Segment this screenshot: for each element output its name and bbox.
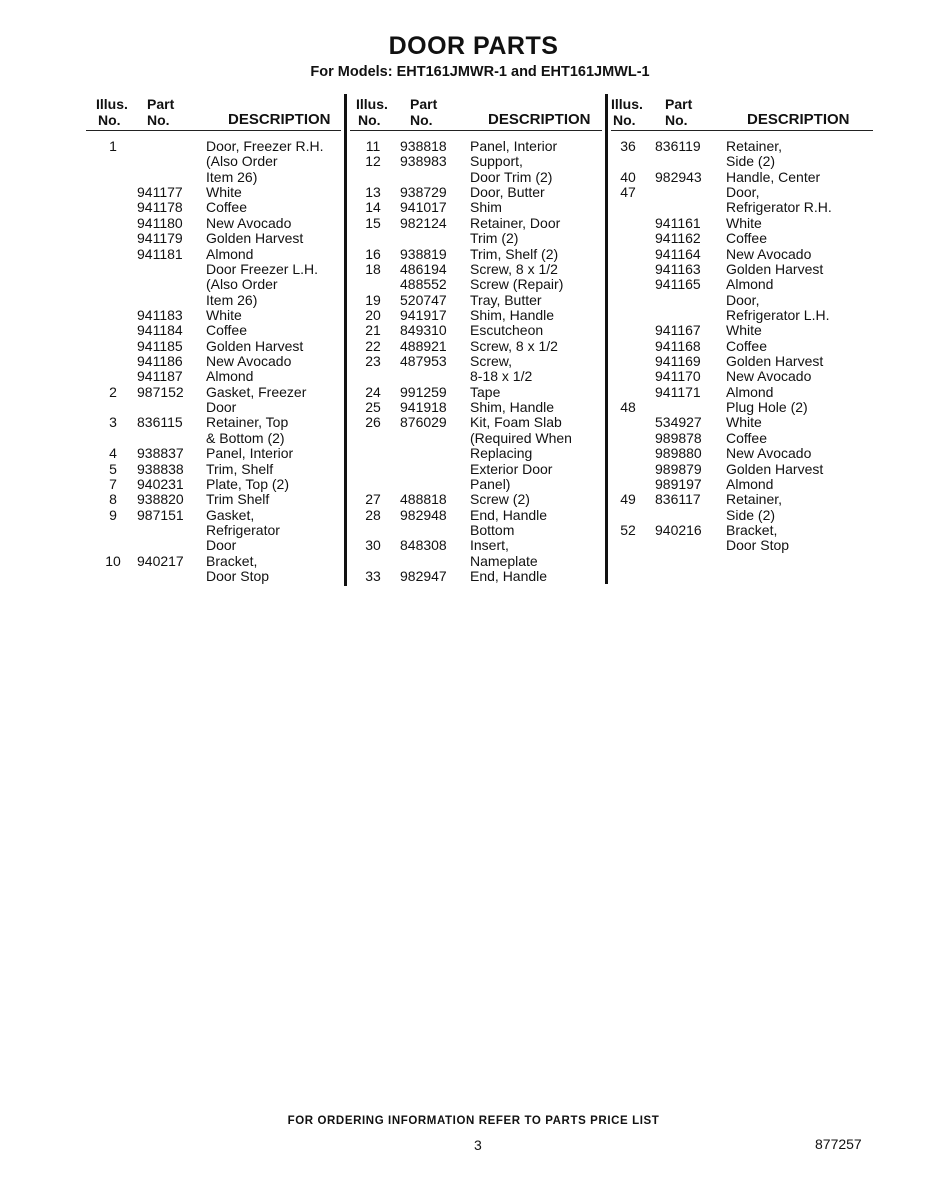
table-row: [611, 477, 873, 492]
description: Door,: [726, 291, 760, 308]
part-no: 848308: [400, 537, 447, 554]
description: Door, Freezer R.H.: [206, 138, 324, 154]
description: Kit, Foam Slab: [470, 414, 562, 431]
table-row: [611, 185, 873, 200]
table-row: [350, 431, 602, 446]
description: New Avocado: [726, 445, 812, 462]
description: Golden Harvest: [726, 353, 824, 370]
description: Trim (2): [470, 230, 519, 247]
description: Door Stop: [726, 537, 790, 554]
part-no: 982947: [400, 568, 447, 585]
description: Refrigerator R.H.: [726, 199, 832, 216]
table-row: [86, 369, 341, 384]
column-divider: [605, 94, 608, 584]
table-row: [611, 385, 873, 400]
table-row: [86, 293, 341, 308]
table-row: [350, 339, 602, 354]
table-row: [86, 154, 341, 169]
table-row: [350, 216, 602, 231]
description: New Avocado: [726, 368, 812, 385]
table-row: [611, 415, 873, 430]
description: Screw,: [470, 353, 513, 370]
table-row: [350, 400, 602, 415]
table-row: [86, 216, 341, 231]
description: Trim, Shelf (2): [470, 245, 559, 262]
description: Handle, Center: [726, 168, 821, 185]
illus-no: 9: [109, 506, 117, 523]
table-row: [86, 569, 341, 584]
part-no: 941186: [137, 353, 183, 370]
table-row: [350, 569, 602, 584]
description: New Avocado: [206, 353, 292, 370]
header-illus-2: No.: [98, 112, 121, 128]
part-no: 836115: [137, 414, 183, 431]
table-row: [611, 323, 873, 338]
part-no: 938820: [137, 491, 184, 508]
table-row: [86, 185, 341, 200]
table-row: [86, 400, 341, 415]
description: Refrigerator: [206, 521, 280, 538]
header-part-1: Part: [410, 96, 438, 112]
table-row: [350, 523, 602, 538]
description: Coffee: [206, 322, 247, 339]
part-no: 941179: [137, 230, 183, 247]
table-row: [86, 431, 341, 446]
illus-no: 11: [365, 138, 381, 154]
description: Retainer,: [726, 491, 783, 508]
part-no: 940216: [655, 521, 702, 538]
part-no: 941167: [655, 322, 701, 339]
description: 8-18 x 1/2: [470, 368, 533, 385]
table-row: [350, 277, 602, 292]
description: Door Trim (2): [470, 168, 553, 185]
table-row: [86, 554, 341, 569]
description: Support,: [470, 153, 523, 170]
description: Bracket,: [206, 552, 258, 569]
document-number: 877257: [815, 1136, 862, 1152]
table-row: [611, 492, 873, 507]
table-row: [611, 200, 873, 215]
table-row: [350, 415, 602, 430]
description: Escutcheon: [470, 322, 544, 339]
column-header: [350, 96, 602, 131]
table-row: [611, 354, 873, 369]
description: (Required When: [470, 429, 572, 446]
description: Screw, 8 x 1/2: [470, 337, 558, 354]
table-row: [611, 431, 873, 446]
illus-no: 19: [365, 291, 381, 308]
part-no: 486194: [400, 260, 447, 277]
description: Side (2): [726, 506, 776, 523]
table-row: [611, 446, 873, 461]
illus-no: 2: [109, 383, 117, 400]
part-no: 987151: [137, 506, 184, 523]
illus-no: 47: [620, 184, 636, 201]
description: Almond: [206, 368, 254, 385]
illus-no: 26: [365, 414, 381, 431]
part-no: 488552: [400, 276, 447, 293]
table-row: [611, 139, 873, 154]
table-row: [611, 462, 873, 477]
header-desc: DESCRIPTION: [228, 111, 331, 128]
part-no: 941161: [655, 214, 701, 231]
description: Exterior Door: [470, 460, 553, 477]
table-row: [86, 231, 341, 246]
description: White: [726, 414, 762, 431]
table-row: [350, 508, 602, 523]
table-row: [350, 154, 602, 169]
part-no: 989879: [655, 460, 702, 477]
table-row: [350, 231, 602, 246]
description: Insert,: [470, 537, 509, 554]
description: Screw (2): [470, 491, 530, 508]
header-illus-1: Illus.: [96, 96, 128, 112]
part-no: 938729: [400, 184, 447, 201]
description: Door: [206, 537, 237, 554]
table-row: [86, 385, 341, 400]
table-row: [86, 170, 341, 185]
part-no: 987152: [137, 383, 184, 400]
description: Replacing: [470, 445, 533, 462]
table-row: [611, 369, 873, 384]
part-no: 938983: [400, 153, 447, 170]
illus-no: 3: [109, 414, 117, 431]
part-no: 487953: [400, 353, 447, 370]
part-no: 836119: [655, 138, 701, 154]
part-no: 938819: [400, 245, 447, 262]
part-no: 989878: [655, 429, 702, 446]
table-row: [86, 262, 341, 277]
part-no: 941184: [137, 322, 183, 339]
illus-no: 4: [109, 445, 117, 462]
description: Coffee: [726, 230, 767, 247]
illus-no: 30: [365, 537, 381, 554]
description: Side (2): [726, 153, 776, 170]
table-row: [350, 308, 602, 323]
part-no: 941170: [655, 368, 701, 385]
part-no: 488921: [400, 337, 447, 354]
ordering-footer: FOR ORDERING INFORMATION REFER TO PARTS PRICE LIST: [287, 1115, 660, 1127]
table-row: [350, 170, 602, 185]
part-no: 941162: [655, 230, 701, 247]
description: Shim, Handle: [470, 399, 555, 416]
table-row: [86, 247, 341, 262]
description: Panel, Interior: [470, 138, 558, 154]
table-row: [86, 415, 341, 430]
part-no: 982124: [400, 214, 447, 231]
table-row: [86, 523, 341, 538]
description: Door Freezer L.H.: [206, 260, 319, 277]
description: Bottom: [470, 521, 515, 538]
description: Shim, Handle: [470, 306, 555, 323]
description: Coffee: [726, 429, 767, 446]
part-no: 989197: [655, 475, 702, 492]
description: Gasket,: [206, 506, 255, 523]
illus-no: 5: [109, 460, 117, 477]
part-no: 938837: [137, 445, 184, 462]
description: Nameplate: [470, 552, 538, 569]
table-row: [611, 231, 873, 246]
header-part-2: No.: [410, 112, 433, 128]
description: Screw, 8 x 1/2: [470, 260, 558, 277]
description: White: [206, 184, 242, 201]
table-row: [86, 339, 341, 354]
table-row: [86, 139, 341, 154]
description: Panel): [470, 475, 511, 492]
table-row: [350, 247, 602, 262]
description: Golden Harvest: [726, 260, 824, 277]
description: Tape: [470, 383, 501, 400]
part-no: 941183: [137, 306, 183, 323]
header-part-1: Part: [665, 96, 693, 112]
table-row: [350, 200, 602, 215]
part-no: 941171: [655, 383, 701, 400]
part-no: 941165: [655, 276, 701, 293]
part-no: 941180: [137, 214, 183, 231]
description: White: [206, 306, 242, 323]
header-part-1: Part: [147, 96, 175, 112]
description: Almond: [726, 475, 774, 492]
table-row: [350, 323, 602, 338]
parts-column: [86, 96, 341, 584]
part-no: 941178: [137, 199, 183, 216]
part-no: 534927: [655, 414, 702, 431]
table-row: [86, 354, 341, 369]
description: Retainer,: [726, 138, 783, 154]
table-row: [86, 323, 341, 338]
description: Retainer, Top: [206, 414, 289, 431]
table-row: [86, 200, 341, 215]
header-desc: DESCRIPTION: [488, 111, 591, 128]
table-row: [86, 538, 341, 553]
illus-no: 23: [365, 353, 381, 370]
column-header: [86, 96, 341, 131]
illus-no: 8: [109, 491, 117, 508]
table-row: [86, 492, 341, 507]
illus-no: 40: [620, 168, 636, 185]
description: Door, Butter: [470, 184, 545, 201]
description: Door Stop: [206, 568, 270, 585]
table-row: [350, 354, 602, 369]
description: Retainer, Door: [470, 214, 561, 231]
description: & Bottom (2): [206, 429, 285, 446]
part-no: 941163: [655, 260, 701, 277]
illus-no: 28: [365, 506, 381, 523]
description: Coffee: [206, 199, 247, 216]
description: Almond: [726, 383, 774, 400]
illus-no: 13: [365, 184, 381, 201]
part-no: 941185: [137, 337, 183, 354]
illus-no: 27: [365, 491, 381, 508]
table-row: [350, 538, 602, 553]
part-no: 941918: [400, 399, 447, 416]
illus-no: 18: [365, 260, 381, 277]
illus-no: 16: [365, 245, 381, 262]
table-row: [611, 277, 873, 292]
description: New Avocado: [206, 214, 292, 231]
table-row: [350, 293, 602, 308]
header-part-2: No.: [147, 112, 170, 128]
illus-no: 48: [620, 399, 636, 416]
models-subtitle: For Models: EHT161JMWR-1 and EHT161JMWL-1: [310, 64, 650, 80]
illus-no: 7: [109, 475, 117, 492]
table-row: [611, 508, 873, 523]
illus-no: 49: [620, 491, 636, 508]
description: White: [726, 214, 762, 231]
part-no: 849310: [400, 322, 447, 339]
header-illus-1: Illus.: [356, 96, 388, 112]
description: Coffee: [726, 337, 767, 354]
table-row: [86, 462, 341, 477]
header-part-2: No.: [665, 112, 688, 128]
header-desc: DESCRIPTION: [747, 111, 850, 128]
description: Almond: [206, 245, 254, 262]
description: Screw (Repair): [470, 276, 564, 293]
part-no: 940217: [137, 552, 184, 569]
table-row: [350, 385, 602, 400]
part-no: 982943: [655, 168, 702, 185]
illus-no: 52: [620, 521, 636, 538]
description: Door: [206, 399, 237, 416]
table-row: [611, 293, 873, 308]
part-no: 836117: [655, 491, 701, 508]
table-row: [611, 154, 873, 169]
parts-column: [611, 96, 873, 554]
table-row: [611, 538, 873, 553]
table-row: [350, 554, 602, 569]
description: Golden Harvest: [726, 460, 824, 477]
part-no: 941181: [137, 245, 183, 262]
description: Door,: [726, 184, 760, 201]
table-row: [350, 462, 602, 477]
table-row: [350, 369, 602, 384]
illus-no: 25: [365, 399, 381, 416]
part-no: 938838: [137, 460, 184, 477]
illus-no: 20: [365, 306, 381, 323]
column-header: [611, 96, 873, 131]
table-row: [611, 523, 873, 538]
part-no: 941917: [400, 306, 447, 323]
description: Golden Harvest: [206, 337, 304, 354]
table-row: [350, 262, 602, 277]
table-row: [350, 139, 602, 154]
description: New Avocado: [726, 245, 812, 262]
table-row: [86, 508, 341, 523]
description: (Also Order: [206, 153, 278, 170]
illus-no: 14: [365, 199, 381, 216]
part-no: 941177: [137, 184, 183, 201]
description: Almond: [726, 276, 774, 293]
part-no: 520747: [400, 291, 447, 308]
table-row: [350, 492, 602, 507]
header-illus-2: No.: [613, 112, 636, 128]
description: Item 26): [206, 291, 258, 308]
part-no: 941168: [655, 337, 701, 354]
table-row: [86, 446, 341, 461]
description: End, Handle: [470, 506, 548, 523]
part-no: 940231: [137, 475, 184, 492]
table-row: [611, 308, 873, 323]
part-no: 941169: [655, 353, 701, 370]
illus-no: 33: [365, 568, 381, 585]
table-row: [86, 477, 341, 492]
description: Plug Hole (2): [726, 399, 808, 416]
table-row: [86, 308, 341, 323]
part-no: 938818: [400, 138, 447, 154]
description: Gasket, Freezer: [206, 383, 307, 400]
parts-column: [350, 96, 602, 584]
description: End, Handle: [470, 568, 548, 585]
page-number: 3: [474, 1137, 482, 1153]
part-no: 989880: [655, 445, 702, 462]
description: White: [726, 322, 762, 339]
table-row: [350, 477, 602, 492]
header-illus-1: Illus.: [611, 96, 643, 112]
part-no: 991259: [400, 383, 447, 400]
illus-no: 15: [365, 214, 381, 231]
description: Item 26): [206, 168, 258, 185]
description: Plate, Top (2): [206, 475, 290, 492]
table-row: [611, 216, 873, 231]
table-row: [350, 185, 602, 200]
table-row: [611, 247, 873, 262]
page-title: DOOR PARTS: [388, 32, 559, 60]
description: Golden Harvest: [206, 230, 304, 247]
table-row: [611, 400, 873, 415]
description: Shim: [470, 199, 502, 216]
column-divider: [344, 94, 347, 586]
part-no: 488818: [400, 491, 447, 508]
description: Refrigerator L.H.: [726, 306, 830, 323]
table-row: [350, 446, 602, 461]
part-no: 982948: [400, 506, 447, 523]
description: (Also Order: [206, 276, 278, 293]
illus-no: 36: [620, 138, 636, 154]
part-no: 941187: [137, 368, 183, 385]
illus-no: 1: [109, 138, 117, 154]
header-illus-2: No.: [358, 112, 381, 128]
illus-no: 24: [365, 383, 381, 400]
illus-no: 22: [365, 337, 381, 354]
description: Trim Shelf: [206, 491, 270, 508]
description: Trim, Shelf: [206, 460, 274, 477]
table-row: [611, 170, 873, 185]
description: Tray, Butter: [470, 291, 542, 308]
illus-no: 12: [365, 153, 381, 170]
table-row: [611, 262, 873, 277]
part-no: 941017: [400, 199, 447, 216]
illus-no: 10: [105, 552, 121, 569]
illus-no: 21: [365, 322, 381, 339]
part-no: 941164: [655, 245, 701, 262]
table-row: [611, 339, 873, 354]
part-no: 876029: [400, 414, 447, 431]
description: Panel, Interior: [206, 445, 294, 462]
description: Bracket,: [726, 521, 778, 538]
table-row: [86, 277, 341, 292]
